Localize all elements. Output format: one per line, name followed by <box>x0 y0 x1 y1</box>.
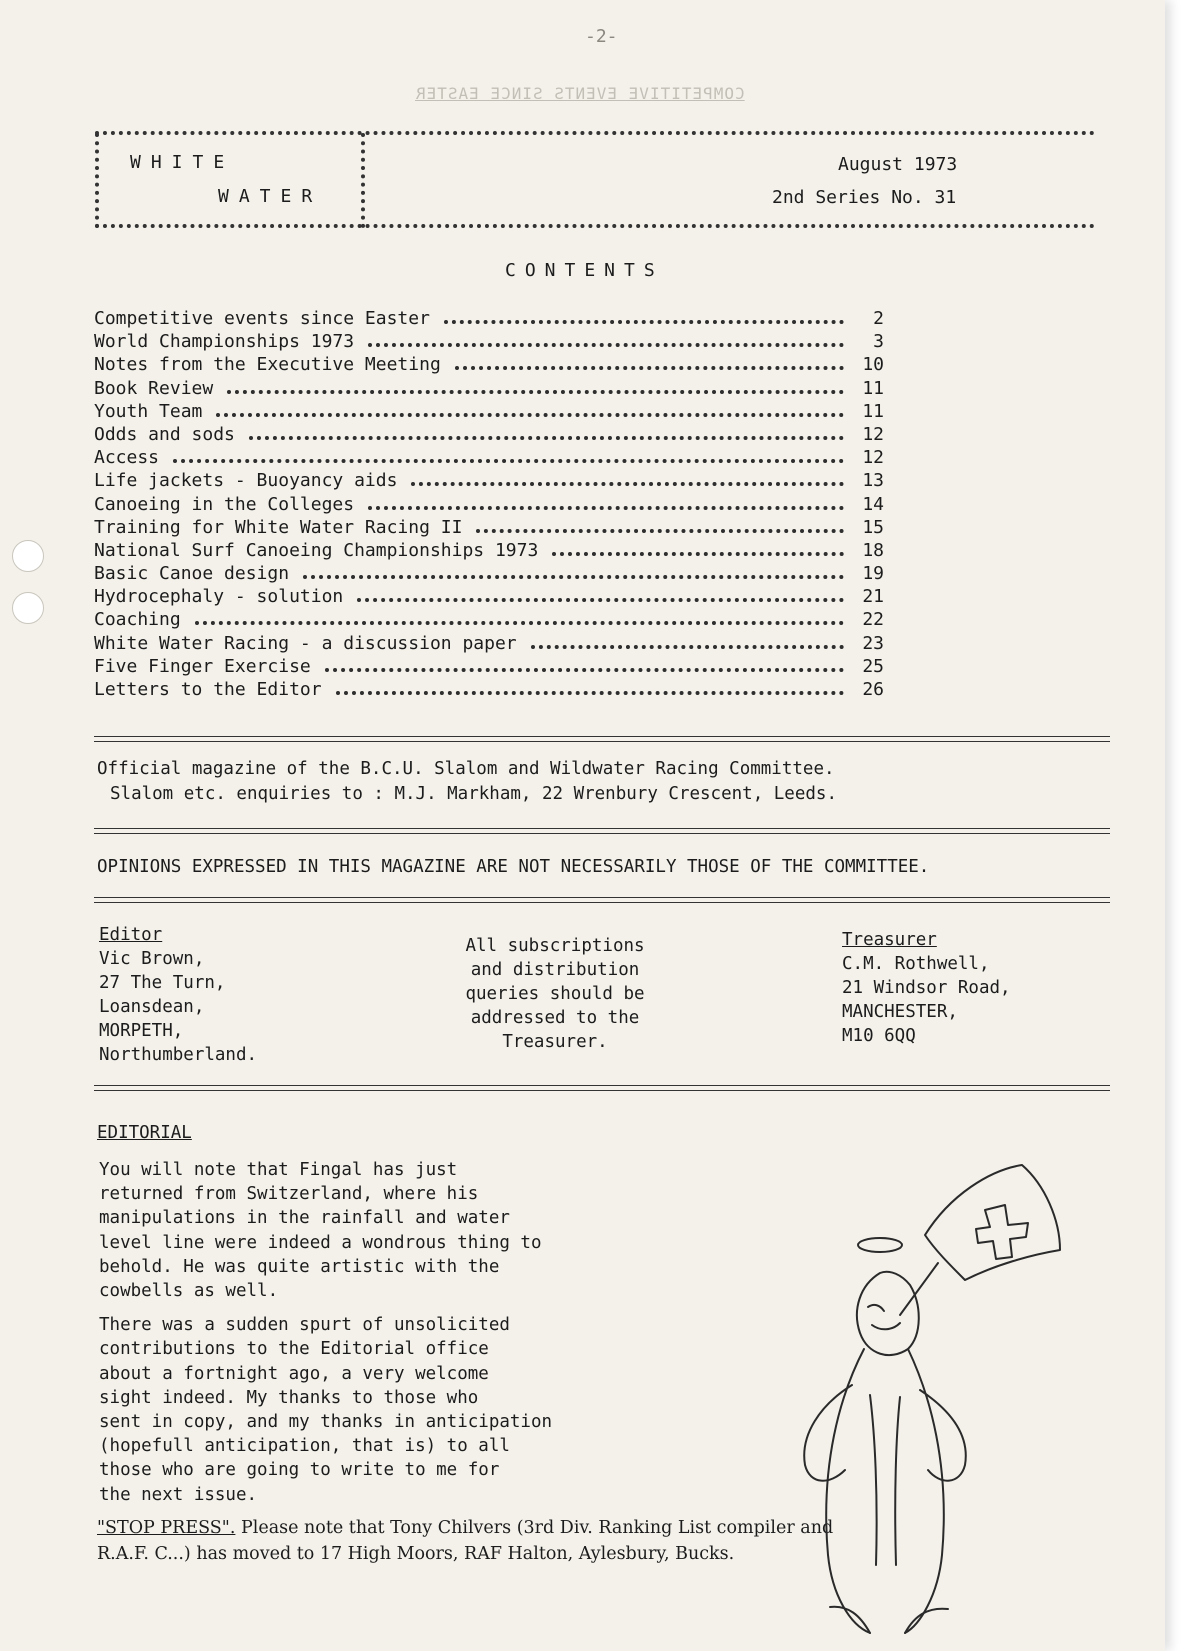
leader-dots <box>368 343 844 347</box>
subscriptions-note <box>430 934 680 1054</box>
treasurer-address <box>842 928 1011 1048</box>
divider-rule <box>94 736 1110 742</box>
editor-line: 27 The Turn, <box>99 973 226 993</box>
editorial-line: those who are going to write to me for <box>99 1460 500 1481</box>
contents-entry <box>94 586 914 609</box>
enquiries-line: Slalom etc. enquiries to : M.J. Markham, 22 Wrenbury Crescent, Leeds. <box>110 784 837 804</box>
editorial-line: sight indeed. My thanks to those who <box>99 1387 479 1408</box>
contents-entry-title: Notes from the Executive Meeting <box>94 354 441 376</box>
contents-entry-title: Book Review <box>94 377 214 399</box>
contents-entry-page: 15 <box>862 516 884 538</box>
masthead-border-bottom <box>95 224 1095 228</box>
stop-press-line: Please note that Tony Chilvers (3rd Div. Ranking List compiler and <box>235 1518 834 1538</box>
contents-entry <box>94 378 914 401</box>
subscriptions-line: All subscriptions <box>465 936 645 956</box>
issue-date: August 1973 <box>838 154 958 175</box>
subscriptions-line: queries should be <box>465 984 645 1004</box>
contents-entry <box>94 308 914 331</box>
editor-line: Vic Brown, <box>99 949 205 969</box>
contents-entry-title: Hydrocephaly - solution <box>94 586 344 608</box>
leader-dots <box>336 691 844 695</box>
contents-entry <box>94 609 914 632</box>
divider-rule <box>94 1085 1110 1091</box>
leader-dots <box>216 413 844 417</box>
contents-entry-page: 21 <box>862 586 884 608</box>
treasurer-heading: Treasurer <box>842 930 937 950</box>
contents-entry-title: Youth Team <box>94 400 203 422</box>
contents-entry <box>94 679 914 702</box>
masthead-title-white: WHITE <box>130 152 235 173</box>
leader-dots <box>552 552 844 556</box>
editorial-line: sent in copy, and my thanks in anticipation <box>99 1412 553 1433</box>
contents-entry-title: White Water Racing - a discussion paper <box>94 632 517 654</box>
issue-series: 2nd Series No. 31 <box>772 187 957 208</box>
contents-entry-page: 11 <box>862 377 884 399</box>
contents-list <box>94 308 914 702</box>
editorial-line: contributions to the Editorial office <box>99 1339 489 1360</box>
contents-entry-page: 25 <box>862 655 884 677</box>
editor-heading: Editor <box>99 925 163 945</box>
editorial-line: You will note that Fingal has just <box>99 1160 458 1180</box>
contents-entry-title: World Championships 1973 <box>94 331 355 353</box>
contents-entry-title: Canoeing in the Colleges <box>94 493 355 515</box>
disclaimer: OPINIONS EXPRESSED IN THIS MAGAZINE ARE NOT NECESSARILY THOSE OF THE COMMITTEE. <box>97 857 930 877</box>
contents-heading: CONTENTS <box>505 260 664 281</box>
contents-entry-title: Coaching <box>94 609 181 631</box>
subscriptions-line: Treasurer. <box>502 1032 608 1052</box>
official-magazine-line: Official magazine of the B.C.U. Slalom and Wildwater Racing Committee. <box>97 759 835 779</box>
contents-entry-page: 11 <box>862 400 884 422</box>
contents-entry <box>94 470 914 493</box>
treasurer-line: MANCHESTER, <box>842 1002 958 1022</box>
contents-entry-page: 12 <box>862 423 884 445</box>
leader-dots <box>444 320 844 324</box>
contents-entry-title: Odds and sods <box>94 423 235 445</box>
leader-dots <box>173 459 844 463</box>
contents-entry-title: Training for White Water Racing II <box>94 516 463 538</box>
contents-entry <box>94 494 914 517</box>
subscriptions-line: and distribution <box>470 960 640 980</box>
editor-line: MORPETH, <box>99 1021 184 1041</box>
paragraph-gap <box>99 1303 552 1313</box>
contents-entry <box>94 633 914 656</box>
contents-entry-title: Life jackets - Buoyancy aids <box>94 470 398 492</box>
contents-entry-title: Letters to the Editor <box>94 679 322 700</box>
leader-dots <box>325 668 844 672</box>
editorial-heading: EDITORIAL <box>97 1123 192 1143</box>
editor-line: Loansdean, <box>99 997 205 1017</box>
contents-entry-page: 23 <box>862 632 884 654</box>
editorial-line: the next issue. <box>99 1484 258 1505</box>
leader-dots <box>476 529 844 533</box>
contents-entry-title: Five Finger Exercise <box>94 655 311 677</box>
contents-entry-title: Competitive events since Easter <box>94 308 430 329</box>
editorial-line: cowbells as well. <box>99 1281 279 1302</box>
contents-entry-page: 22 <box>862 609 884 631</box>
masthead-border-divider <box>361 133 365 228</box>
editorial-line: (hopefull anticipation, that is) to all <box>99 1436 510 1457</box>
leader-dots <box>455 366 844 370</box>
contents-entry <box>94 540 914 563</box>
stop-press <box>97 1515 833 1567</box>
contents-entry-title: Basic Canoe design <box>94 563 290 585</box>
contents-entry-page: 12 <box>862 447 884 469</box>
contents-entry <box>94 517 914 540</box>
contents-entry <box>94 563 914 586</box>
editor-line: Northumberland. <box>99 1045 258 1065</box>
leader-dots <box>249 436 844 440</box>
stop-press-label: "STOP PRESS". <box>97 1518 236 1538</box>
contents-entry <box>94 447 914 470</box>
editorial-line: level line were indeed a wondrous thing to <box>99 1232 542 1253</box>
editorial-line: manipulations in the rainfall and water <box>99 1208 510 1229</box>
masthead-title-water: WATER <box>218 186 323 207</box>
punch-hole <box>12 540 44 572</box>
leader-dots <box>303 575 844 579</box>
stop-press-line: R.A.F. C...) has moved to 17 High Moors, RAF Halton, Aylesbury, Bucks. <box>97 1544 735 1564</box>
contents-entry-page: 13 <box>862 470 884 492</box>
leader-dots <box>227 390 844 394</box>
treasurer-line: M10 6QQ <box>842 1026 916 1046</box>
contents-entry-page: 19 <box>862 563 884 585</box>
contents-entry-page: 14 <box>862 493 884 515</box>
divider-rule <box>94 897 1110 903</box>
editorial-body <box>99 1158 552 1507</box>
contents-entry-title: Access <box>94 447 160 469</box>
editorial-line: about a fortnight ago, a very welcome <box>99 1363 489 1384</box>
editor-address <box>99 923 257 1067</box>
masthead-border-left <box>95 133 99 228</box>
editorial-line: There was a sudden spurt of unsolicited <box>99 1315 510 1336</box>
contents-entry <box>94 401 914 424</box>
treasurer-line: 21 Windsor Road, <box>842 978 1011 998</box>
editorial-line: returned from Switzerland, where his <box>99 1184 479 1205</box>
contents-entry <box>94 656 914 679</box>
contents-entry-page: 18 <box>862 539 884 561</box>
page-number: -2- <box>585 26 618 47</box>
editorial-line: behold. He was quite artistic with the <box>99 1256 500 1277</box>
leader-dots <box>531 645 844 649</box>
divider-rule <box>94 828 1110 834</box>
treasurer-line: C.M. Rothwell, <box>842 954 990 974</box>
contents-entry-page: 2 <box>873 308 884 329</box>
punch-hole <box>12 592 44 624</box>
contents-entry-title: National Surf Canoeing Championships 1973 <box>94 539 539 561</box>
fingal-cartoon-illustration <box>760 1135 1170 1635</box>
masthead-border-top <box>95 131 1095 135</box>
contents-entry-page: 26 <box>862 679 884 700</box>
contents-entry <box>94 354 914 377</box>
contents-entry-page: 10 <box>862 354 884 376</box>
bleed-through-title: COMPETITIVE EVENTS SINCE EASTER <box>415 84 745 103</box>
leader-dots <box>411 482 844 486</box>
contents-entry-page: 3 <box>873 331 884 353</box>
contents-entry <box>94 331 914 354</box>
contents-entry <box>94 424 914 447</box>
leader-dots <box>357 598 844 602</box>
subscriptions-line: addressed to the <box>470 1008 640 1028</box>
leader-dots <box>195 621 844 625</box>
leader-dots <box>368 506 844 510</box>
